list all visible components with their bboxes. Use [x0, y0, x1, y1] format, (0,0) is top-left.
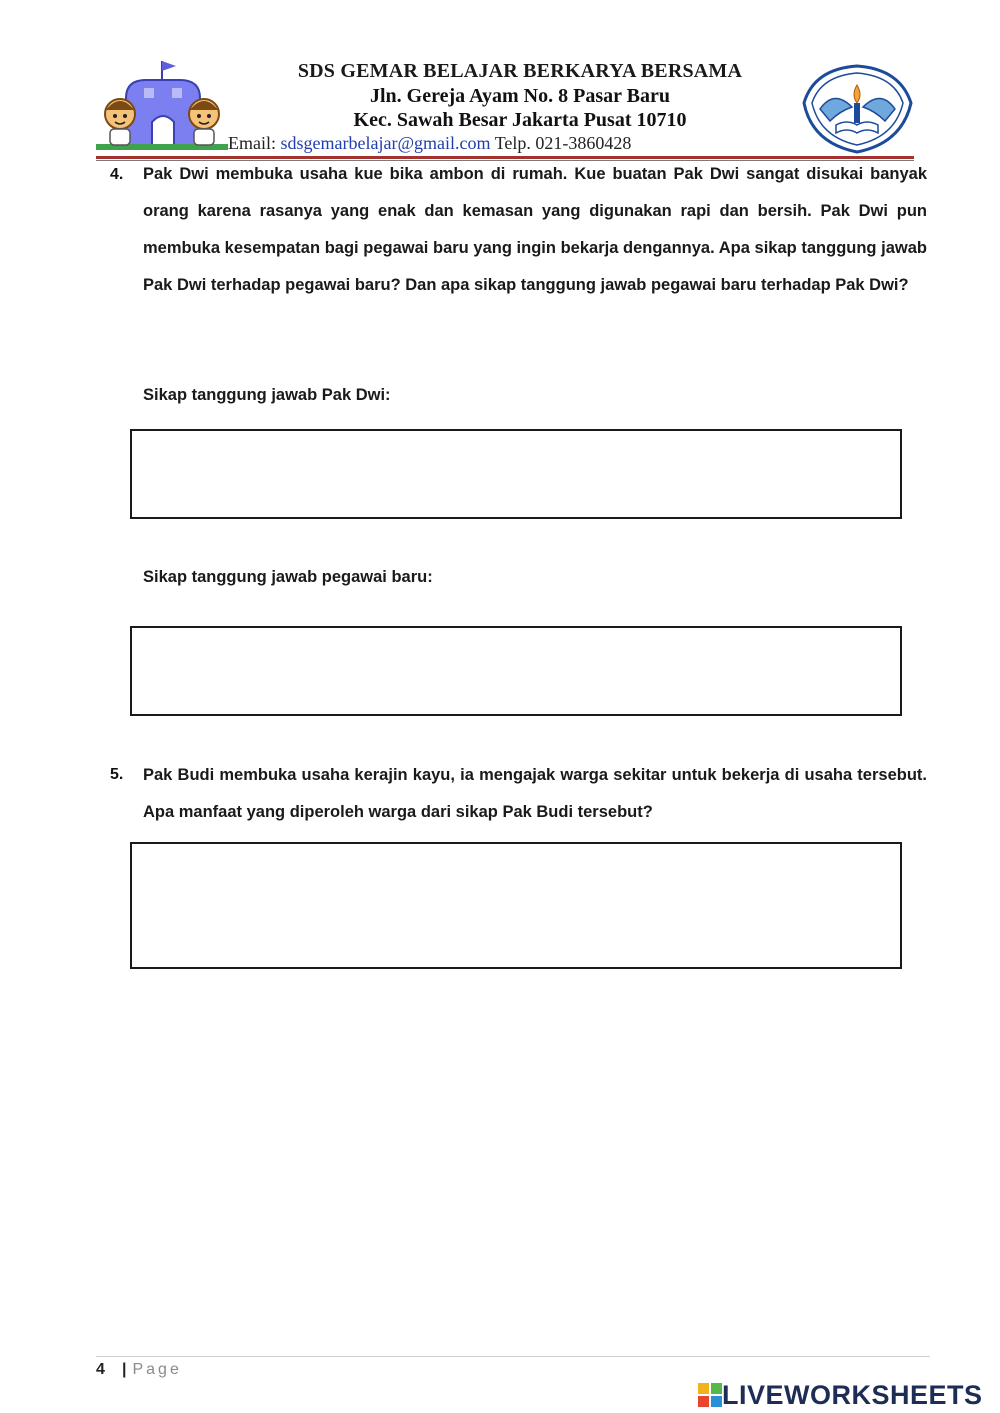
answer-box-pak-dwi[interactable]: [130, 429, 902, 519]
page-label: [122, 1361, 182, 1379]
school-name: SDS GEMAR BELAJAR BERKARYA BERSAMA: [297, 60, 743, 82]
page-word: Page: [132, 1361, 182, 1378]
liveworksheets-badge-icon: [698, 1383, 722, 1407]
question-5-text: Pak Budi membuka usaha kerajin kayu, ia mengajak warga sekitar untuk bekerja di usaha tersebut. Apa manfaat yang diperoleh warga dari sikap Pak Budi tersebut?: [143, 766, 927, 821]
page-number: 4: [96, 1361, 105, 1378]
liveworksheets-logo: [698, 1377, 983, 1413]
question-4-number: 4.: [110, 166, 124, 183]
answer-box-manfaat[interactable]: [130, 842, 902, 969]
answer-box-pegawai-baru[interactable]: [130, 626, 902, 716]
answer-label-pak-dwi: Sikap tanggung jawab Pak Dwi:: [143, 386, 391, 404]
answer-label-pegawai-baru: Sikap tanggung jawab pegawai baru:: [143, 568, 433, 586]
ministry-emblem-icon: [800, 63, 915, 155]
liveworksheets-brand: LIVEWORKSHEETS: [722, 1379, 983, 1410]
footer-rule: [96, 1356, 930, 1357]
address-line-1: Jln. Gereja Ayam No. 8 Pasar Baru: [370, 85, 670, 107]
school-logo: [96, 58, 228, 158]
contact-line: [228, 133, 808, 154]
question-4-text: Pak Dwi membuka usaha kue bika ambon di rumah. Kue buatan Pak Dwi sangat disukai banyak orang karena rasanya yang enak dan kemasan yang digunakan rapi dan bersih. Pak Dwi pun membuka kesempatan bagi pegawai baru yang ingin bekarja dengannya. Apa sikap tanggung jawab Pak Dwi terhadap pegawai baru? Dan apa sikap tanggung jawab pegawai baru terhadap Pak Dwi?: [143, 165, 927, 294]
page-separator: |: [122, 1361, 127, 1378]
phone-number: Telp. 021-3860428: [490, 133, 632, 153]
email-address: sdsgemarbelajar@gmail.com: [280, 133, 491, 153]
address-line-2: Kec. Sawah Besar Jakarta Pusat 10710: [353, 109, 687, 131]
email-label: Email:: [228, 133, 281, 153]
question-5-number: 5.: [110, 766, 124, 783]
